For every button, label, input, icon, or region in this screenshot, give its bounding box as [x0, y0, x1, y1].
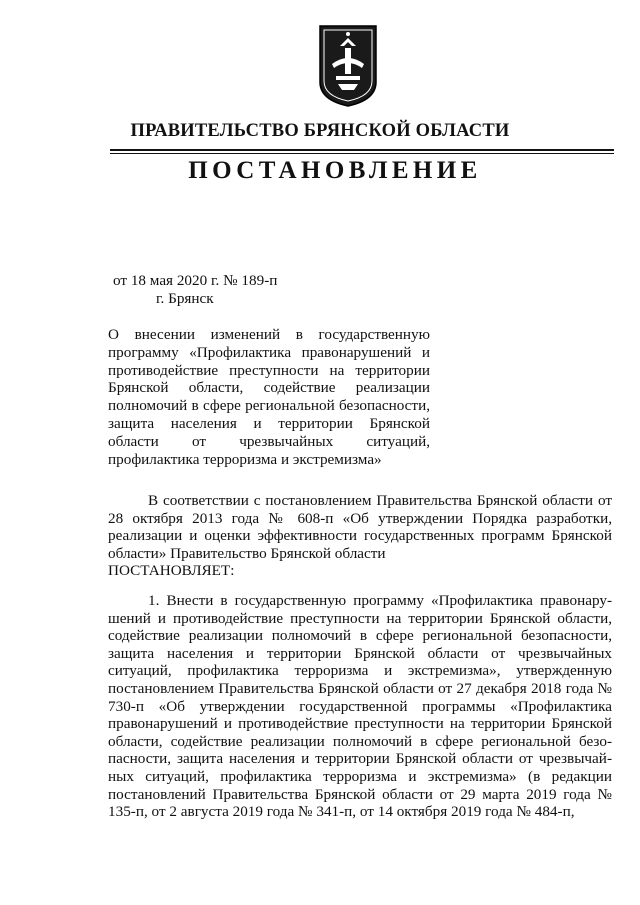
- date-and-number: от 18 мая 2020 г. № 189-п: [113, 272, 278, 289]
- document-subject: О внесении изменений в государственную программу «Профилактика правонарушений и противодействие преступности на территории Брянской области, содействие реализации полномочий в сфере региональной безопасности, защита населения и территории Брянской области от чрезвычайных ситуаций, профилактика терроризма и экстремизма»: [108, 326, 430, 468]
- document-body: [108, 492, 612, 821]
- city: г. Брянск: [156, 290, 214, 307]
- header-divider-thin: [110, 153, 614, 154]
- coat-of-arms-emblem: [318, 24, 378, 108]
- item-1-paragraph: 1. Внести в государственную программу «Профилактика правонарушений и противодействие преступности на территории Брянской области, содействие реализации полномочий в сфере региональной безопасности, защита населения и территории Брянской области от чрезвычайных ситуаций, профилактика терроризма и экстремизма», утвержденную постановлением Правительства Брянской области от 27 декабря 2018 года № 730-п «Об утверждении государственной программы «Профилактика правонарушений и противодействие преступности на территории Брянской области, содействие реализации полномочий в сфере региональной безопасности, защита населения и территории Брянской области от чрезвычайных ситуаций, профилактика терроризма и экстремизма» (в редакции постановлений Правительства Брянской области от 29 марта 2019 года № 135-п, от 2 августа 2019 года № 341-п, от 14 октября 2019 года № 484-п,: [108, 591, 612, 821]
- preamble-paragraph: В соответствии с постановлением Правительства Брянской области от 28 октября 2013 года № 608-п «Об утверждении Порядка разработки, реализации и оценки эффективности государственных программ Брянской области» Правительство Брянской области: [108, 492, 612, 562]
- resolves-word: ПОСТАНОВЛЯЕТ:: [108, 562, 235, 580]
- header-divider-thick: [110, 149, 614, 151]
- organization-title: ПРАВИТЕЛЬСТВО БРЯНСКОЙ ОБЛАСТИ: [130, 121, 510, 141]
- document-type-title: ПОСТАНОВЛЕНИЕ: [188, 157, 482, 184]
